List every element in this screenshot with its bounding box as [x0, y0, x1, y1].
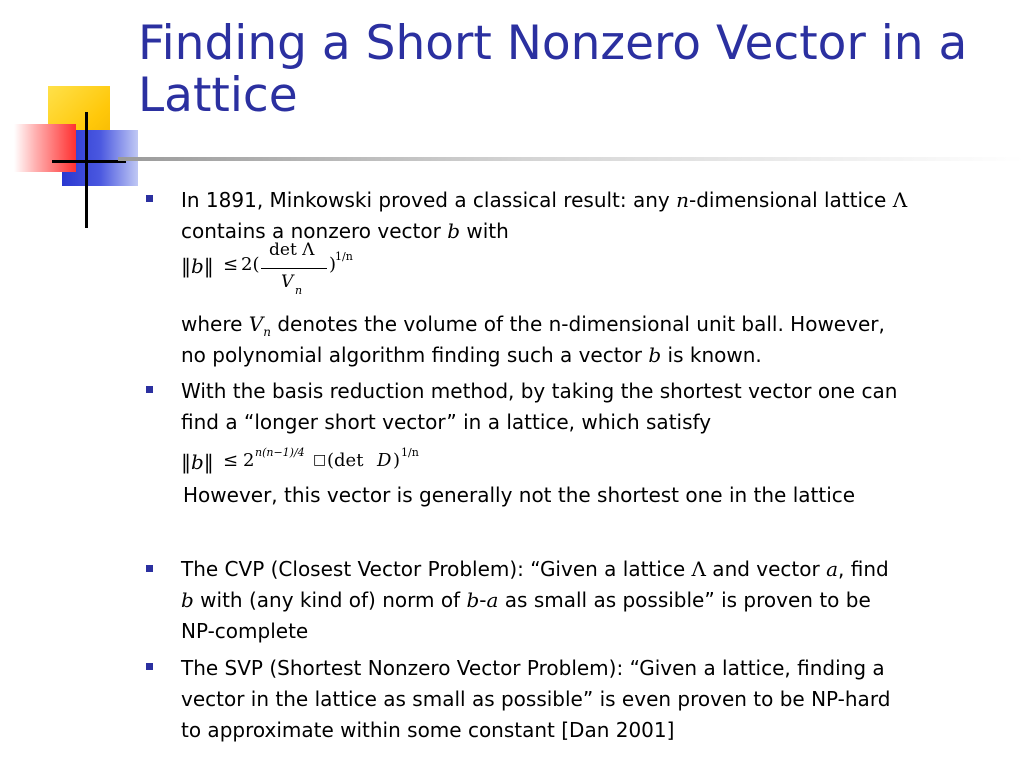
bullet-4-line-3: to approximate within some constant [Dan 2001]: [181, 718, 675, 742]
decorative-logo-icon: [0, 0, 140, 240]
bullet-4-line-1: The SVP (Shortest Nonzero Vector Problem): “Given a lattice, finding a: [181, 656, 885, 680]
bullet-3-line-2: b with (any kind of) norm of b-a as small as possible” is proven to be: [181, 588, 871, 612]
bullet-1-line-2: contains a nonzero vector b with: [181, 219, 509, 243]
bullet-2-line-1: With the basis reduction method, by taking the shortest vector one can: [181, 379, 898, 403]
bullet-1-line-4: no polynomial algorithm finding such a vector b is known.: [181, 343, 762, 367]
logo-horizontal-line: [52, 160, 126, 163]
basis-reduction-bound-formula: ‖b‖ ≤ 2 n(n−1)/4 □ (det D ) 1/n: [181, 446, 419, 474]
bullet-icon: [146, 195, 153, 202]
title-underline: [118, 157, 1024, 161]
slide-title: Finding a Short Nonzero Vector in a Lattice: [138, 16, 968, 123]
bullet-icon: [146, 386, 153, 393]
bullet-2-line-3: However, this vector is generally not the shortest one in the lattice: [183, 483, 856, 507]
minkowski-bound-formula: ‖b‖ ≤ 2( det Λ V n ) 1/n: [181, 240, 353, 297]
logo-red-square: [14, 124, 76, 172]
bullet-2-line-2: find a “longer short vector” in a lattice, which satisfy: [181, 410, 712, 434]
bullet-icon: [146, 663, 153, 670]
bullet-1-line-1: In 1891, Minkowski proved a classical result: any n-dimensional lattice Λ: [181, 188, 908, 212]
fraction-bar: [261, 268, 327, 269]
bullet-icon: [146, 565, 153, 572]
bullet-3-line-1: The CVP (Closest Vector Problem): “Given a lattice Λ and vector a, find: [181, 557, 889, 581]
bullet-1-line-3: where $V_n$ denotes the volume of the n-dimensional unit ball. However,: [181, 312, 885, 339]
bullet-4-line-2: vector in the lattice as small as possible” is even proven to be NP-hard: [181, 687, 891, 711]
bullet-3-line-3: NP-complete: [181, 619, 309, 643]
logo-vertical-line: [85, 112, 88, 228]
